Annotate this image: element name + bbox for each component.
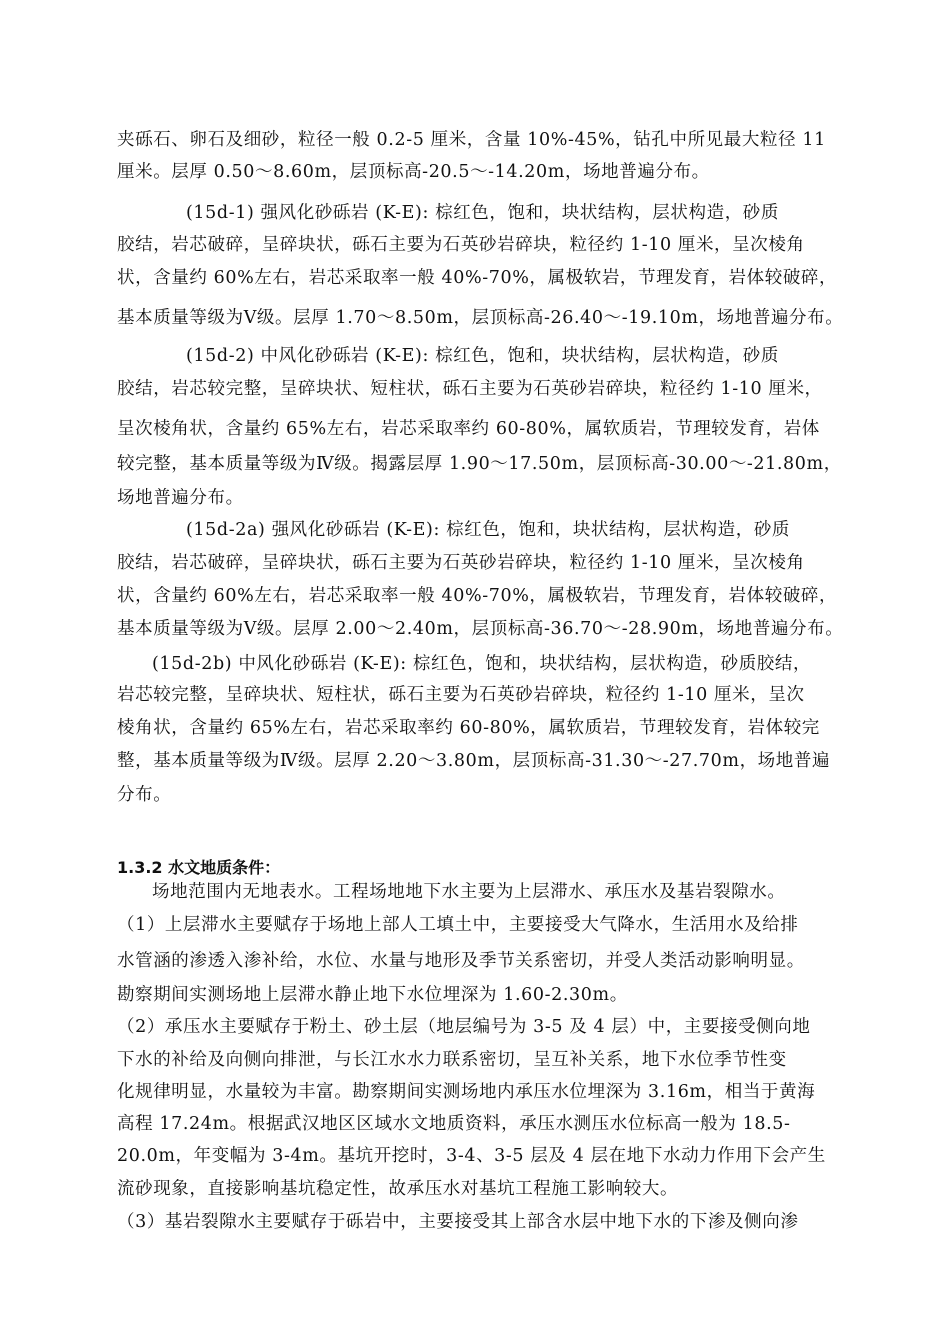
- paragraph-line: 水管涵的渗透入渗补给，水位、水量与地形及季节关系密切，并受人类活动影响明显。: [117, 951, 805, 971]
- paragraph-line: （3）基岩裂隙水主要赋存于砾岩中，主要接受其上部含水层中地下水的下渗及侧向渗: [117, 1212, 799, 1232]
- paragraph-line: 勘察期间实测场地上层滞水静止地下水位埋深为 1.60-2.30m。: [117, 985, 628, 1005]
- paragraph-line: 场地普遍分布。: [117, 488, 244, 508]
- paragraph-line: (15d-1) 强风化砂砾岩 (K-E): 棕红色，饱和，块状结构，层状构造，砂质: [186, 203, 779, 223]
- paragraph-line: 棱角状，含量约 65%左右，岩芯采取率约 60-80%，属软质岩，节理较发育，岩体较完: [117, 718, 820, 738]
- paragraph-line: 流砂现象，直接影响基坑稳定性，故承压水对基坑工程施工影响较大。: [117, 1179, 679, 1199]
- paragraph-line: (15d-2b) 中风化砂砾岩 (K-E): 棕红色，饱和，块状结构，层状构造，砂质胶结，: [152, 654, 812, 674]
- paragraph-line: 厘米。层厚 0.50～8.60m，层顶标高-20.5～-14.20m，场地普遍分布。: [117, 162, 710, 182]
- paragraph-line: 分布。: [117, 785, 172, 805]
- paragraph-line: 场地范围内无地表水。工程场地地下水主要为上层滞水、承压水及基岩裂隙水。: [152, 882, 786, 902]
- paragraph-line: （1）上层滞水主要赋存于场地上部人工填土中，主要接受大气降水，生活用水及给排: [117, 915, 799, 935]
- paragraph-line: 状，含量约 60%左右，岩芯采取率一般 40%-70%，属极软岩，节理发育，岩体较破碎，: [117, 268, 838, 288]
- paragraph-line: （2）承压水主要赋存于粉土、砂土层（地层编号为 3-5 及 4 层）中，主要接受侧向地: [117, 1017, 811, 1037]
- paragraph-line: 夹砾石、卵石及细砂，粒径一般 0.2-5 厘米，含量 10%-45%，钻孔中所见最大粒径 11: [117, 130, 826, 150]
- paragraph-line: 较完整，基本质量等级为Ⅳ级。揭露层厚 1.90～17.50m，层顶标高-30.00～-21.80m，: [117, 454, 842, 474]
- paragraph-line: 20.0m，年变幅为 3-4m。基坑开挖时，3-4、3-5 层及 4 层在地下水动力作用下会产生: [117, 1146, 826, 1166]
- paragraph-line: 胶结，岩芯较完整，呈碎块状、短柱状，砾石主要为石英砂岩碎块，粒径约 1-10 厘米，: [117, 379, 823, 399]
- paragraph-line: 化规律明显，水量较为丰富。勘察期间实测场地内承压水位埋深为 3.16m，相当于黄海: [117, 1082, 816, 1102]
- paragraph-line: 整，基本质量等级为Ⅳ级。层厚 2.20～3.80m，层顶标高-31.30～-27.70m，场地普遍: [117, 751, 831, 771]
- paragraph-line: (15d-2) 中风化砂砾岩 (K-E): 棕红色，饱和，块状结构，层状构造，砂质: [186, 346, 779, 366]
- paragraph-line: 胶结，岩芯破碎，呈碎块状，砾石主要为石英砂岩碎块，粒径约 1-10 厘米，呈次棱角: [117, 235, 805, 255]
- section-heading: 1.3.2 水文地质条件：: [117, 858, 281, 877]
- paragraph-line: 呈次棱角状，含量约 65%左右，岩芯采取率约 60-80%，属软质岩，节理较发育，岩体: [117, 419, 820, 439]
- paragraph-line: (15d-2a) 强风化砂砾岩 (K-E): 棕红色，饱和，块状结构，层状构造，砂质: [186, 520, 791, 540]
- paragraph-line: 状，含量约 60%左右，岩芯采取率一般 40%-70%，属极软岩，节理发育，岩体较破碎，: [117, 586, 838, 606]
- paragraph-line: 下水的补给及向侧向排泄，与长江水水力联系密切，呈互补关系，地下水位季节性变: [117, 1050, 787, 1070]
- paragraph-line: 高程 17.24m。根据武汉地区区域水文地质资料，承压水测压水位标高一般为 18.5-: [117, 1114, 791, 1134]
- paragraph-line: 基本质量等级为Ⅴ级。层厚 1.70～8.50m，层顶标高-26.40～-19.10m，场地普遍分布。: [117, 308, 844, 328]
- paragraph-line: 基本质量等级为Ⅴ级。层厚 2.00～2.40m，层顶标高-36.70～-28.90m，场地普遍分布。: [117, 619, 844, 639]
- paragraph-line: 岩芯较完整，呈碎块状、短柱状，砾石主要为石英砂岩碎块，粒径约 1-10 厘米，呈次: [117, 685, 805, 705]
- paragraph-line: 胶结，岩芯破碎，呈碎块状，砾石主要为石英砂岩碎块，粒径约 1-10 厘米，呈次棱角: [117, 553, 805, 573]
